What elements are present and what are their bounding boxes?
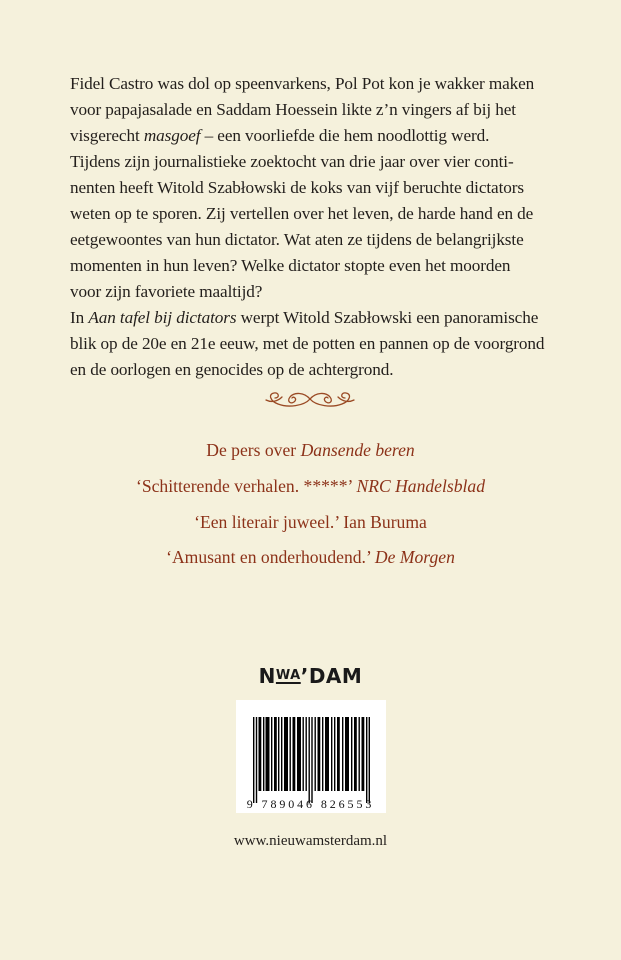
quote-text: ‘Amusant en onderhoudend.’ <box>166 547 375 567</box>
flourish-divider-icon <box>264 388 356 410</box>
barcode-icon <box>253 717 370 803</box>
quote-source: De Morgen <box>374 547 455 567</box>
previous-book-title: Dansende beren <box>300 440 415 460</box>
blurb-italic-term: masgoef <box>143 126 201 145</box>
blurb-line: Fidel Castro was dol op speenvarkens, Pol Pot kon je wakker maken <box>70 74 535 93</box>
press-heading <box>0 440 621 461</box>
book-blurb <box>70 71 570 383</box>
logo-part: N <box>258 664 276 688</box>
publisher-logo <box>0 664 621 688</box>
quote-source: Ian Buruma <box>343 512 427 532</box>
blurb-line: nenten heeft Witold Szabłowski de koks van vijf beruchte dictators <box>70 178 524 197</box>
press-quote <box>0 512 621 533</box>
blurb-text: werpt Witold Szabłowski een panoramische <box>236 308 539 327</box>
blurb-text: visgerecht <box>70 126 144 145</box>
quote-text: ‘Een literair juweel.’ <box>194 512 344 532</box>
quote-text: ‘Schitterende verhalen. *****’ <box>135 476 357 496</box>
press-heading-text: De pers over <box>206 440 301 460</box>
quote-source: NRC Handelsblad <box>356 476 486 496</box>
blurb-line <box>70 123 570 149</box>
barcode-panel <box>236 700 386 813</box>
logo-part: ’DAM <box>300 664 363 688</box>
press-quote <box>0 476 621 497</box>
blurb-text: In <box>70 308 89 327</box>
logo-part: WA <box>275 668 301 683</box>
blurb-line: Tijdens zijn journalistieke zoektocht van drie jaar over vier conti- <box>70 152 514 171</box>
blurb-line: voor papajasalade en Saddam Hoessein likte z’n vingers af bij het <box>70 100 516 119</box>
blurb-line: voor zijn favoriete maaltijd? <box>70 282 263 301</box>
blurb-text: – een voorliefde die hem noodlottig werd. <box>200 126 490 145</box>
blurb-line <box>70 305 570 331</box>
press-quote <box>0 547 621 568</box>
blurb-line: eetgewoontes van hun dictator. Wat aten ze tijdens de belangrijkste <box>70 230 524 249</box>
publisher-website: www.nieuwamsterdam.nl <box>233 833 388 849</box>
blurb-line: momenten in hun leven? Welke dictator stopte even het moorden <box>70 256 511 275</box>
blurb-line: en de oorlogen en genocides op de achtergrond. <box>70 360 394 379</box>
isbn-number: 9 789046 826553 <box>246 797 375 811</box>
book-title: Aan tafel bij dictators <box>88 308 237 327</box>
blurb-line: weten op te sporen. Zij vertellen over het leven, de harde hand en de <box>70 204 534 223</box>
blurb-line: blik op de 20e en 21e eeuw, met de potten en pannen op de voorgrond <box>70 334 545 353</box>
